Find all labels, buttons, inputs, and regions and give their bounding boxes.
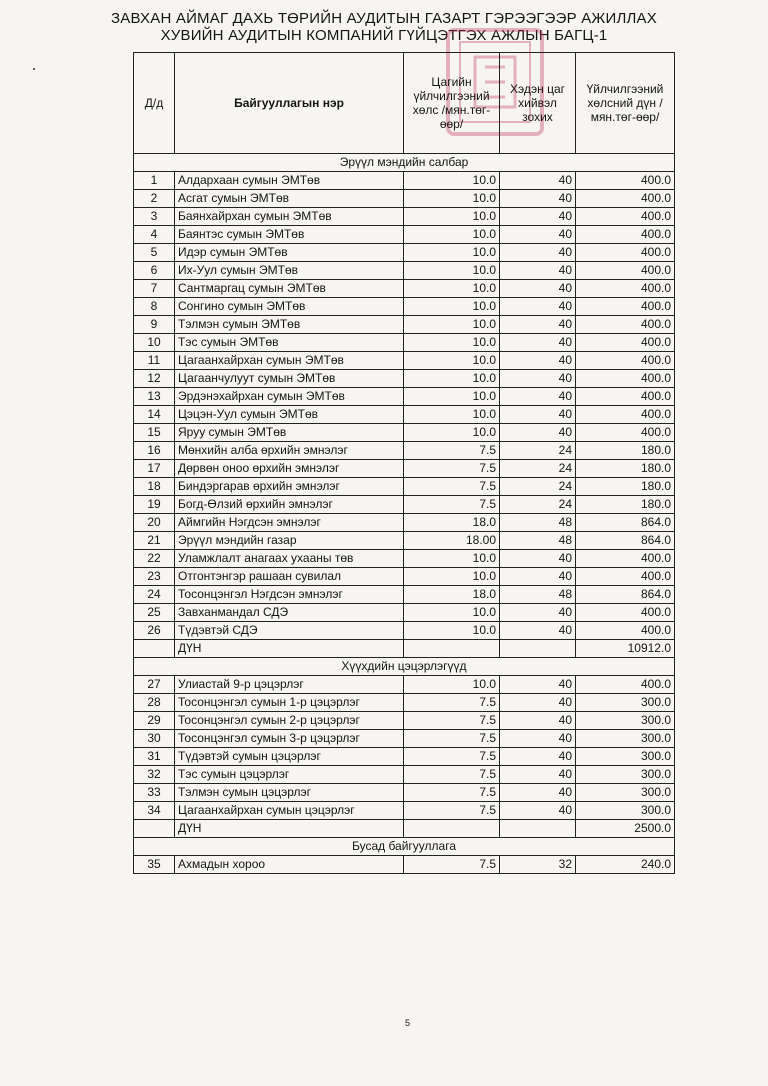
row-organization: Тосонцэнгэл сумын 3-р цэцэрлэг — [175, 730, 404, 748]
row-hours: 40 — [500, 226, 576, 244]
table-row — [134, 370, 675, 388]
row-hours: 40 — [500, 172, 576, 190]
subtotal-label: ДҮН — [175, 640, 404, 658]
row-organization: Баянхайрхан сумын ЭМТөв — [175, 208, 404, 226]
row-total-fee: 240.0 — [576, 856, 675, 874]
row-organization: Эрүүл мэндийн газар — [175, 532, 404, 550]
row-index: 21 — [134, 532, 175, 550]
row-total-fee: 400.0 — [576, 370, 675, 388]
row-total-fee: 180.0 — [576, 478, 675, 496]
row-organization: Тосонцэнгэл сумын 1-р цэцэрлэг — [175, 694, 404, 712]
row-hourly-rate: 10.0 — [404, 352, 500, 370]
row-hourly-rate: 7.5 — [404, 766, 500, 784]
row-organization: Алдархаан сумын ЭМТөв — [175, 172, 404, 190]
row-hours: 40 — [500, 784, 576, 802]
row-hourly-rate: 7.5 — [404, 712, 500, 730]
row-hours: 40 — [500, 424, 576, 442]
row-index: 1 — [134, 172, 175, 190]
row-total-fee: 400.0 — [576, 550, 675, 568]
section-row — [134, 658, 675, 676]
table-row — [134, 442, 675, 460]
row-hourly-rate: 10.0 — [404, 622, 500, 640]
table-row — [134, 478, 675, 496]
row-hours: 48 — [500, 514, 576, 532]
row-organization: Түдэвтэй сумын цэцэрлэг — [175, 748, 404, 766]
row-index: 9 — [134, 316, 175, 334]
table-row — [134, 766, 675, 784]
row-total-fee: 400.0 — [576, 244, 675, 262]
subtotal-hours-empty — [500, 640, 576, 658]
table-row — [134, 226, 675, 244]
row-hours: 40 — [500, 802, 576, 820]
table-row — [134, 334, 675, 352]
section-title: Хүүхдийн цэцэрлэгүүд — [134, 658, 675, 676]
row-hours: 40 — [500, 262, 576, 280]
row-hourly-rate: 10.0 — [404, 334, 500, 352]
row-hourly-rate: 10.0 — [404, 280, 500, 298]
row-organization: Дөрвөн оноо өрхийн эмнэлэг — [175, 460, 404, 478]
row-hours: 40 — [500, 388, 576, 406]
row-hours: 40 — [500, 406, 576, 424]
row-index: 3 — [134, 208, 175, 226]
row-total-fee: 400.0 — [576, 172, 675, 190]
row-hours: 24 — [500, 460, 576, 478]
row-hourly-rate: 7.5 — [404, 442, 500, 460]
row-organization: Яруу сумын ЭМТөв — [175, 424, 404, 442]
row-organization: Эрдэнэхайрхан сумын ЭМТөв — [175, 388, 404, 406]
section-row — [134, 838, 675, 856]
row-total-fee: 400.0 — [576, 622, 675, 640]
row-hours: 24 — [500, 442, 576, 460]
row-hourly-rate: 10.0 — [404, 550, 500, 568]
table-row — [134, 172, 675, 190]
row-hours: 40 — [500, 730, 576, 748]
row-hourly-rate: 10.0 — [404, 568, 500, 586]
row-hours: 40 — [500, 208, 576, 226]
subtotal-row — [134, 640, 675, 658]
row-total-fee: 400.0 — [576, 568, 675, 586]
row-hours: 40 — [500, 280, 576, 298]
row-organization: Отгонтэнгэр рашаан сувилал — [175, 568, 404, 586]
row-hourly-rate: 10.0 — [404, 316, 500, 334]
table-row — [134, 604, 675, 622]
table-row — [134, 532, 675, 550]
row-total-fee: 300.0 — [576, 766, 675, 784]
subtotal-label: ДҮН — [175, 820, 404, 838]
table-row — [134, 406, 675, 424]
row-hourly-rate: 18.0 — [404, 586, 500, 604]
table-row — [134, 748, 675, 766]
row-organization: Тэлмэн сумын цэцэрлэг — [175, 784, 404, 802]
row-total-fee: 400.0 — [576, 226, 675, 244]
row-organization: Сантмаргац сумын ЭМТөв — [175, 280, 404, 298]
row-total-fee: 300.0 — [576, 748, 675, 766]
subtotal-total: 2500.0 — [576, 820, 675, 838]
row-total-fee: 400.0 — [576, 388, 675, 406]
table-row — [134, 802, 675, 820]
row-organization: Тэс сумын цэцэрлэг — [175, 766, 404, 784]
row-hourly-rate: 7.5 — [404, 748, 500, 766]
row-organization: Тосонцэнгэл Нэгдсэн эмнэлэг — [175, 586, 404, 604]
row-total-fee: 400.0 — [576, 406, 675, 424]
row-hourly-rate: 10.0 — [404, 208, 500, 226]
row-index: 4 — [134, 226, 175, 244]
row-index: 20 — [134, 514, 175, 532]
row-organization: Улиастай 9-р цэцэрлэг — [175, 676, 404, 694]
row-organization: Завханмандал СДЭ — [175, 604, 404, 622]
row-total-fee: 864.0 — [576, 586, 675, 604]
row-total-fee: 400.0 — [576, 190, 675, 208]
scan-speck — [33, 68, 35, 70]
row-index: 13 — [134, 388, 175, 406]
row-organization: Уламжлалт анагаах ухааны төв — [175, 550, 404, 568]
row-hours: 40 — [500, 550, 576, 568]
table-row — [134, 388, 675, 406]
row-index: 7 — [134, 280, 175, 298]
row-hours: 40 — [500, 568, 576, 586]
table-body — [134, 154, 675, 874]
row-index: 26 — [134, 622, 175, 640]
table-header-row — [134, 53, 675, 154]
row-index: 32 — [134, 766, 175, 784]
row-hourly-rate: 7.5 — [404, 856, 500, 874]
row-index: 29 — [134, 712, 175, 730]
row-index: 17 — [134, 460, 175, 478]
row-hourly-rate: 10.0 — [404, 298, 500, 316]
row-hours: 40 — [500, 190, 576, 208]
row-hourly-rate: 18.0 — [404, 514, 500, 532]
row-total-fee: 400.0 — [576, 316, 675, 334]
header-hours: Хэдэн цаг хийвэл зохих — [500, 53, 576, 154]
subtotal-hours-empty — [500, 820, 576, 838]
row-organization: Цагаанхайрхан сумын цэцэрлэг — [175, 802, 404, 820]
row-index: 23 — [134, 568, 175, 586]
row-hours: 40 — [500, 694, 576, 712]
subtotal-total: 10912.0 — [576, 640, 675, 658]
row-organization: Богд-Өлзий өрхийн эмнэлэг — [175, 496, 404, 514]
footer-mark: 5 — [405, 1018, 411, 1028]
row-index: 11 — [134, 352, 175, 370]
table-row — [134, 622, 675, 640]
row-hours: 24 — [500, 478, 576, 496]
row-index: 12 — [134, 370, 175, 388]
row-organization: Баянтэс сумын ЭМТөв — [175, 226, 404, 244]
row-hourly-rate: 10.0 — [404, 262, 500, 280]
subtotal-rate-empty — [404, 820, 500, 838]
table-row — [134, 694, 675, 712]
row-hourly-rate: 7.5 — [404, 802, 500, 820]
row-index: 2 — [134, 190, 175, 208]
row-total-fee: 300.0 — [576, 802, 675, 820]
row-index: 14 — [134, 406, 175, 424]
row-organization: Цэцэн-Уул сумын ЭМТөв — [175, 406, 404, 424]
row-index: 22 — [134, 550, 175, 568]
row-hours: 40 — [500, 334, 576, 352]
table-row — [134, 352, 675, 370]
table-row — [134, 730, 675, 748]
row-hourly-rate: 7.5 — [404, 730, 500, 748]
row-organization: Тосонцэнгэл сумын 2-р цэцэрлэг — [175, 712, 404, 730]
row-total-fee: 300.0 — [576, 730, 675, 748]
row-hours: 40 — [500, 748, 576, 766]
title-line-1: ЗАВХАН АЙМАГ ДАХЬ ТӨРИЙН АУДИТЫН ГАЗАРТ ГЭРЭЭГЭЭР АЖИЛЛАХ — [111, 10, 657, 27]
row-total-fee: 400.0 — [576, 604, 675, 622]
table-row — [134, 244, 675, 262]
row-total-fee: 400.0 — [576, 352, 675, 370]
row-total-fee: 400.0 — [576, 262, 675, 280]
row-organization: Тэлмэн сумын ЭМТөв — [175, 316, 404, 334]
row-hours: 24 — [500, 496, 576, 514]
table-row — [134, 676, 675, 694]
row-hours: 40 — [500, 352, 576, 370]
row-hours: 40 — [500, 244, 576, 262]
subtotal-index-empty — [134, 640, 175, 658]
row-index: 15 — [134, 424, 175, 442]
row-hours: 40 — [500, 604, 576, 622]
row-total-fee: 300.0 — [576, 784, 675, 802]
row-hours: 40 — [500, 622, 576, 640]
row-index: 30 — [134, 730, 175, 748]
table-row — [134, 550, 675, 568]
row-total-fee: 300.0 — [576, 712, 675, 730]
row-total-fee: 180.0 — [576, 442, 675, 460]
row-total-fee: 400.0 — [576, 208, 675, 226]
row-index: 10 — [134, 334, 175, 352]
row-index: 27 — [134, 676, 175, 694]
row-hourly-rate: 10.0 — [404, 388, 500, 406]
row-hourly-rate: 7.5 — [404, 478, 500, 496]
header-organization: Байгууллагын нэр — [175, 53, 404, 154]
row-total-fee: 400.0 — [576, 298, 675, 316]
row-index: 24 — [134, 586, 175, 604]
row-hourly-rate: 10.0 — [404, 604, 500, 622]
row-hours: 40 — [500, 370, 576, 388]
table-row — [134, 568, 675, 586]
subtotal-index-empty — [134, 820, 175, 838]
row-index: 6 — [134, 262, 175, 280]
row-organization: Цагаанхайрхан сумын ЭМТөв — [175, 352, 404, 370]
row-index: 5 — [134, 244, 175, 262]
row-hours: 40 — [500, 766, 576, 784]
header-hourly-rate: Цагийн үйлчилгээний хөлс /мян.төг-өөр/ — [404, 53, 500, 154]
row-total-fee: 864.0 — [576, 532, 675, 550]
section-title: Бусад байгууллага — [134, 838, 675, 856]
table-row — [134, 712, 675, 730]
section-title: Эрүүл мэндийн салбар — [134, 154, 675, 172]
row-total-fee: 400.0 — [576, 280, 675, 298]
row-hourly-rate: 10.0 — [404, 424, 500, 442]
title-line-2: ХУВИЙН АУДИТЫН КОМПАНИЙ ГҮЙЦЭТГЭХ АЖЛЫН БАГЦ-1 — [160, 27, 608, 44]
row-total-fee: 400.0 — [576, 424, 675, 442]
row-hourly-rate: 10.0 — [404, 226, 500, 244]
row-total-fee: 864.0 — [576, 514, 675, 532]
table-row — [134, 856, 675, 874]
row-index: 34 — [134, 802, 175, 820]
row-organization: Түдэвтэй СДЭ — [175, 622, 404, 640]
page-title — [0, 10, 768, 44]
row-organization: Тэс сумын ЭМТөв — [175, 334, 404, 352]
table-row — [134, 424, 675, 442]
row-hourly-rate: 10.0 — [404, 172, 500, 190]
row-index: 18 — [134, 478, 175, 496]
row-total-fee: 300.0 — [576, 694, 675, 712]
row-hourly-rate: 10.0 — [404, 406, 500, 424]
table-row — [134, 208, 675, 226]
row-organization: Биндэргарав өрхийн эмнэлэг — [175, 478, 404, 496]
audit-table — [133, 52, 675, 874]
row-index: 25 — [134, 604, 175, 622]
row-index: 19 — [134, 496, 175, 514]
subtotal-rate-empty — [404, 640, 500, 658]
row-total-fee: 180.0 — [576, 496, 675, 514]
row-organization: Аймгийн Нэгдсэн эмнэлэг — [175, 514, 404, 532]
row-index: 35 — [134, 856, 175, 874]
row-index: 16 — [134, 442, 175, 460]
row-total-fee: 180.0 — [576, 460, 675, 478]
table-row — [134, 496, 675, 514]
row-hours: 40 — [500, 712, 576, 730]
row-index: 28 — [134, 694, 175, 712]
table-row — [134, 586, 675, 604]
row-hourly-rate: 18.00 — [404, 532, 500, 550]
row-hours: 32 — [500, 856, 576, 874]
row-hourly-rate: 7.5 — [404, 496, 500, 514]
table-row — [134, 514, 675, 532]
table-row — [134, 460, 675, 478]
row-index: 8 — [134, 298, 175, 316]
row-hourly-rate: 7.5 — [404, 694, 500, 712]
table-row — [134, 784, 675, 802]
row-hours: 40 — [500, 298, 576, 316]
row-hourly-rate: 10.0 — [404, 676, 500, 694]
header-index: Д/д — [134, 53, 175, 154]
row-hours: 40 — [500, 316, 576, 334]
header-total-fee: Үйлчилгээний хөлсний дүн /мян.төг-өөр/ — [576, 53, 675, 154]
table-row — [134, 280, 675, 298]
row-hourly-rate: 10.0 — [404, 190, 500, 208]
table-row — [134, 316, 675, 334]
section-row — [134, 154, 675, 172]
row-organization: Мөнхийн алба өрхийн эмнэлэг — [175, 442, 404, 460]
row-total-fee: 400.0 — [576, 676, 675, 694]
row-organization: Ахмадын хороо — [175, 856, 404, 874]
table-row — [134, 262, 675, 280]
row-hourly-rate: 7.5 — [404, 784, 500, 802]
row-organization: Асгат сумын ЭМТөв — [175, 190, 404, 208]
table-row — [134, 298, 675, 316]
row-hours: 48 — [500, 586, 576, 604]
row-hours: 40 — [500, 676, 576, 694]
row-hourly-rate: 7.5 — [404, 460, 500, 478]
row-hourly-rate: 10.0 — [404, 244, 500, 262]
row-organization: Идэр сумын ЭМТөв — [175, 244, 404, 262]
table-row — [134, 190, 675, 208]
row-hours: 48 — [500, 532, 576, 550]
row-index: 33 — [134, 784, 175, 802]
row-organization: Цагаанчулуут сумын ЭМТөв — [175, 370, 404, 388]
subtotal-row — [134, 820, 675, 838]
row-organization: Их-Уул сумын ЭМТөв — [175, 262, 404, 280]
row-index: 31 — [134, 748, 175, 766]
row-organization: Сонгино сумын ЭМТөв — [175, 298, 404, 316]
row-hourly-rate: 10.0 — [404, 370, 500, 388]
row-total-fee: 400.0 — [576, 334, 675, 352]
